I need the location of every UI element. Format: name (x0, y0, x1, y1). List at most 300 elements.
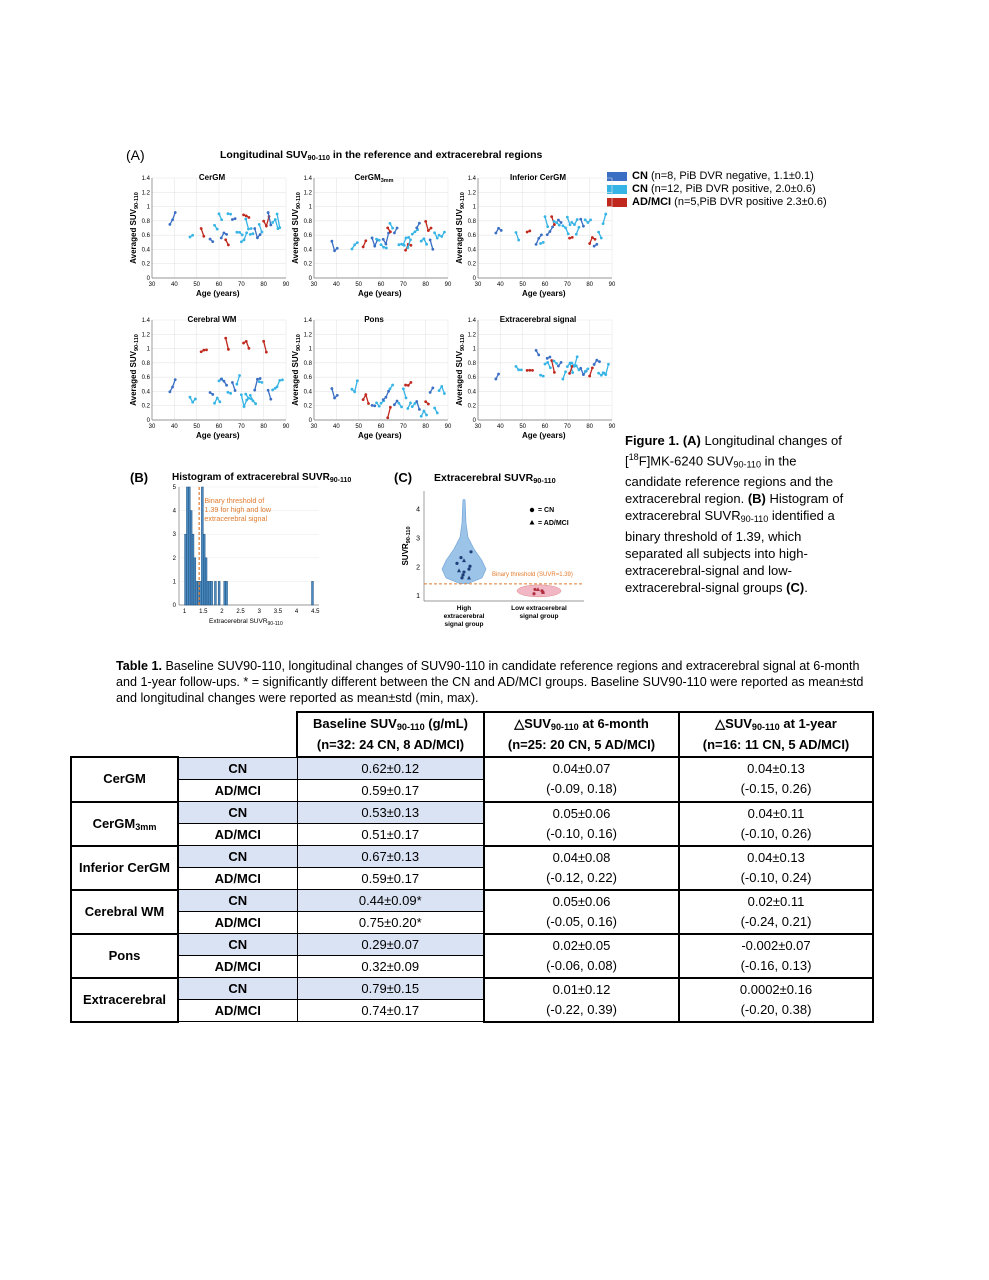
data-point (218, 212, 221, 215)
data-point (353, 390, 356, 393)
data-point (588, 375, 591, 378)
data-point (440, 385, 443, 388)
x-tick-label: 60 (215, 424, 223, 430)
data-point (200, 350, 203, 353)
data-point (494, 232, 497, 235)
group-cn: CN (178, 757, 297, 780)
data-point (586, 221, 589, 224)
data-point (584, 370, 587, 373)
y-tick-label: 0 (308, 418, 312, 424)
data-point (380, 243, 383, 246)
y-axis-label-text: Averaged SUV (129, 208, 138, 264)
data-point (595, 243, 598, 246)
panel-b-label: (B) (130, 470, 149, 485)
group-label-high: signal group (444, 621, 484, 628)
y-tick-label: 1.2 (141, 332, 150, 339)
data-point (262, 220, 265, 223)
data-point (604, 373, 607, 376)
data-point (414, 230, 417, 233)
y-axis-label-text: Averaged SUV (291, 208, 300, 264)
data-point (553, 223, 556, 226)
x-tick-label: 60 (541, 424, 549, 430)
data-point (391, 227, 394, 230)
data-point (586, 368, 589, 371)
data-point (497, 227, 500, 230)
y-tick-label: 0.4 (303, 389, 312, 396)
data-point (364, 393, 367, 396)
data-point (593, 363, 596, 366)
data-point (269, 224, 272, 227)
change-6month: 0.05±0.06 (-0.05, 0.16) (484, 890, 679, 934)
hist-bar (196, 581, 198, 605)
data-point (397, 402, 400, 405)
results-table (70, 711, 874, 1023)
y-tick-label: 0.2 (141, 261, 150, 268)
data-point (607, 363, 610, 366)
plot-title-text: CerGM (198, 173, 226, 182)
threshold-annotation: extracerebral signal (204, 514, 268, 523)
baseline-ad-mci: 0.51±0.17 (297, 824, 484, 846)
data-point (418, 408, 421, 411)
x-tick-label: 1.5 (199, 609, 208, 615)
data-point (235, 231, 238, 234)
group-cn: CN (178, 890, 297, 912)
data-point (191, 401, 194, 404)
y-axis-label-sub: 90-110 (460, 334, 466, 351)
x-tick-label: 2 (220, 609, 224, 615)
data-point (589, 219, 592, 222)
y-tick-label: 0 (146, 418, 150, 424)
group-ad-mci: AD/MCI (178, 824, 297, 846)
cn-point (462, 570, 465, 573)
x-tick-label: 80 (586, 282, 594, 288)
y-tick-label: 3 (416, 535, 420, 543)
plot-title-text: Cerebral WM (187, 315, 237, 324)
data-point (362, 245, 365, 248)
data-point (231, 381, 234, 384)
data-point (494, 378, 497, 381)
data-point (174, 378, 177, 381)
data-point (252, 232, 255, 235)
data-point (405, 396, 408, 399)
data-point (227, 244, 230, 247)
data-point (560, 221, 563, 224)
data-point (526, 369, 529, 372)
legend-entry: CN (n=8, PiB DVR negative, 1.1±0.1) (632, 170, 814, 182)
y-tick-label: 1 (308, 346, 312, 353)
hist-bar (188, 487, 190, 605)
data-point (281, 378, 284, 381)
hist-bar (192, 534, 194, 605)
data-point (549, 230, 552, 233)
data-point (438, 234, 441, 237)
data-point (241, 233, 244, 236)
data-point (402, 243, 405, 246)
cn-point (532, 592, 535, 595)
y-tick-label: 4 (172, 508, 176, 515)
data-point (578, 226, 581, 229)
x-tick-label: 90 (608, 424, 616, 430)
x-tick-label: 30 (474, 424, 482, 430)
y-tick-label: 1.4 (141, 176, 150, 182)
data-point (240, 393, 243, 396)
data-point (515, 365, 518, 368)
data-point (234, 389, 237, 392)
y-axis-label-sub: 90-110 (296, 192, 302, 209)
data-point (389, 388, 392, 391)
table-row (71, 757, 873, 780)
group-cn: CN (178, 846, 297, 868)
data-point (546, 233, 549, 236)
data-point (567, 233, 570, 236)
x-tick-label: 30 (148, 424, 156, 430)
data-point (430, 227, 433, 230)
data-point (557, 365, 560, 368)
legend-ad-label: = AD/MCI (538, 520, 569, 527)
data-point (356, 241, 359, 244)
x-tick-label: 30 (148, 282, 156, 288)
data-point (168, 390, 171, 393)
data-point (537, 353, 540, 356)
data-point (231, 218, 234, 221)
y-axis-label-sub: 90-110 (406, 526, 412, 544)
data-point (438, 389, 441, 392)
data-point (211, 393, 214, 396)
plot-title (354, 173, 393, 184)
data-point (597, 231, 600, 234)
y-tick-label: 0.8 (467, 360, 476, 367)
data-point (537, 237, 540, 240)
region-cell: Pons (71, 934, 178, 978)
data-point (223, 231, 226, 234)
data-point (260, 381, 263, 384)
cn-point (459, 556, 462, 559)
x-tick-label: 60 (377, 282, 385, 288)
change-6month: 0.04±0.07 (-0.09, 0.18) (484, 757, 679, 802)
data-point (407, 236, 410, 239)
data-point (575, 233, 578, 236)
data-point (553, 360, 556, 363)
hist-bar (207, 581, 209, 605)
data-point (213, 224, 216, 227)
y-tick-label: 0.8 (303, 360, 312, 367)
data-point (560, 361, 563, 364)
change-1year: 0.0002±0.16 (-0.20, 0.38) (679, 978, 873, 1022)
data-point (245, 214, 248, 217)
data-point (602, 222, 605, 225)
change-6month: 0.02±0.05 (-0.06, 0.08) (484, 934, 679, 978)
plot-title-text: CerGM (354, 173, 381, 182)
data-point (602, 371, 605, 374)
data-point (382, 398, 385, 401)
data-point (410, 381, 413, 384)
x-tick-label: 90 (282, 424, 290, 430)
data-point (558, 224, 561, 227)
header-baseline: Baseline $SUV_{90-110}$ (g/mL) (n=32: 24 CN, 8 AD/MCI) (297, 712, 484, 757)
data-point (406, 407, 409, 410)
panel-a-title: Longitudinal $SUV_{90-110}$ in the reference and extracerebral regions (220, 149, 543, 162)
data-point (561, 224, 564, 227)
baseline-cn: 0.44±0.09* (297, 890, 484, 912)
data-point (540, 233, 543, 236)
data-point (227, 212, 230, 215)
x-axis-label: Age (years) (358, 289, 402, 298)
table-caption: Table 1. Baseline SUV90-110, longitudinal changes of SUV90-110 in candidate reference regions and extracerebral signal at 6-month and 1-year follow-ups. * = significantly different between the CN and AD/MCI groups. Baseline SUV90-110 were reported as mean±std and longitudinal changes were reported as mean±std (min, max). (116, 659, 864, 705)
data-point (247, 397, 250, 400)
data-point (531, 369, 534, 372)
data-point (240, 240, 243, 243)
hist-bar (200, 581, 202, 605)
data-point (418, 222, 421, 225)
data-point (276, 213, 279, 216)
data-point (604, 213, 607, 216)
data-point (576, 355, 579, 358)
region-cell: Extracerebral (71, 978, 178, 1022)
plot-title (199, 173, 226, 182)
data-point (404, 249, 407, 252)
y-tick-label: 0 (146, 276, 150, 282)
data-point (371, 237, 374, 240)
data-point (557, 219, 560, 222)
data-point (410, 244, 413, 247)
data-point (375, 238, 378, 241)
data-point (245, 340, 248, 343)
data-point (515, 231, 518, 234)
data-point (375, 401, 378, 404)
hist-bar (211, 581, 213, 605)
data-point (591, 236, 594, 239)
data-point (211, 240, 214, 243)
data-point (225, 233, 228, 236)
data-point (584, 218, 587, 221)
data-point (216, 228, 219, 231)
data-point (249, 394, 252, 397)
data-point (396, 227, 399, 230)
trajectory-line (226, 338, 229, 349)
data-point (371, 404, 374, 407)
y-tick-label: 0.4 (467, 247, 476, 254)
data-point (258, 380, 261, 383)
cn-point (469, 550, 472, 553)
data-point (420, 240, 423, 243)
x-tick-label: 40 (496, 424, 504, 430)
data-point (409, 402, 412, 405)
data-point (520, 369, 523, 372)
data-point (235, 383, 238, 386)
data-point (443, 392, 446, 395)
y-tick-label: 0.2 (467, 403, 476, 410)
x-tick-label: 3 (257, 609, 261, 615)
plot-title (510, 173, 566, 182)
hist-bar (203, 534, 205, 605)
data-point (278, 379, 281, 382)
group-ad-mci: AD/MCI (178, 1000, 297, 1022)
data-point (406, 246, 409, 249)
x-tick-label: 50 (355, 282, 363, 288)
data-point (539, 242, 542, 245)
data-point (564, 226, 567, 229)
x-tick-label: 2.5 (236, 609, 245, 615)
data-point (429, 238, 432, 241)
y-tick-label: 3 (172, 532, 176, 539)
y-tick-label: 2 (172, 555, 176, 562)
data-point (433, 231, 436, 234)
data-point (436, 411, 439, 414)
y-tick-label: 1.4 (141, 318, 150, 324)
x-tick-label: 50 (355, 424, 363, 430)
data-point (561, 378, 564, 381)
baseline-cn: 0.53±0.13 (297, 802, 484, 824)
y-tick-label: 0.8 (303, 218, 312, 225)
data-point (568, 237, 571, 240)
scatter-plot-5 (455, 312, 622, 442)
data-point (389, 230, 392, 233)
panel-c-label: (C) (394, 470, 413, 485)
data-point (407, 384, 410, 387)
data-point (553, 371, 556, 374)
data-point (254, 402, 257, 405)
group-label-low: Low extracerebral (511, 605, 567, 612)
scatter-plot-4 (291, 312, 458, 442)
threshold-annotation: Binary threshold of (204, 496, 265, 505)
y-tick-label: 1.4 (467, 318, 476, 324)
data-point (256, 236, 259, 239)
y-axis-label (129, 334, 140, 406)
data-point (250, 227, 253, 230)
data-point (425, 414, 428, 417)
y-tick-label: 0.8 (467, 218, 476, 225)
hist-bar (190, 511, 192, 605)
data-point (234, 217, 237, 220)
data-point (220, 218, 223, 221)
data-point (378, 239, 381, 242)
x-tick-label: 1 (182, 609, 187, 615)
data-point (336, 247, 339, 250)
x-tick-label: 30 (310, 424, 318, 430)
data-point (205, 348, 208, 351)
cn-point (461, 573, 464, 576)
data-point (564, 370, 567, 373)
data-point (546, 361, 549, 364)
data-point (373, 245, 376, 248)
x-tick-label: 40 (332, 282, 340, 288)
histogram-chart (165, 483, 325, 628)
hist-bar (201, 487, 203, 605)
data-point (189, 396, 192, 399)
data-point (351, 248, 354, 251)
data-point (431, 387, 434, 390)
y-tick-label: 0.2 (303, 403, 312, 410)
data-point (238, 231, 241, 234)
hist-bar (218, 581, 220, 605)
x-axis-label-sub: 90-110 (267, 621, 283, 627)
x-tick-label: 80 (422, 282, 430, 288)
data-point (276, 385, 279, 388)
x-tick-label: 4.5 (311, 609, 320, 615)
x-tick-label: 80 (586, 424, 594, 430)
hist-bar (185, 534, 187, 605)
region-cell: Cerebral WM (71, 890, 178, 934)
x-axis-label: Age (years) (196, 289, 240, 298)
data-point (422, 237, 425, 240)
data-point (253, 389, 256, 392)
data-point (171, 386, 174, 389)
data-point (588, 242, 591, 245)
data-point (411, 405, 414, 408)
data-point (389, 406, 392, 409)
data-point (202, 235, 205, 238)
y-tick-label: 1 (146, 346, 150, 353)
y-tick-label: 0.6 (467, 375, 476, 382)
data-point (385, 396, 388, 399)
data-point (382, 238, 385, 241)
data-point (249, 233, 252, 236)
data-point (433, 407, 436, 410)
trajectory-line (430, 240, 433, 249)
panel-b-title: Histogram of extracerebral $SUVR_{90-110}$ (172, 472, 352, 484)
x-axis-label (209, 618, 283, 627)
data-point (542, 241, 545, 244)
data-point (247, 228, 250, 231)
change-1year: 0.02±0.11 (-0.24, 0.21) (679, 890, 873, 934)
scatter-plot-1 (291, 170, 458, 300)
table-header-row (71, 712, 873, 757)
data-point (573, 223, 576, 226)
y-tick-label: 1.2 (303, 332, 312, 339)
cn-point (460, 576, 463, 579)
data-point (238, 374, 241, 377)
plot-title (188, 315, 237, 324)
header-6month: $\triangle SUV_{90-110}$ at 6-month (n=25: 20 CN, 5 AD/MCI) (484, 712, 679, 757)
y-tick-label: 1.4 (303, 176, 312, 182)
x-tick-label: 70 (237, 282, 245, 288)
y-tick-label: 0.4 (141, 389, 150, 396)
table-row (71, 802, 873, 824)
hist-bar (312, 581, 314, 605)
baseline-ad-mci: 0.59±0.17 (297, 868, 484, 890)
data-point (260, 231, 263, 234)
data-point (200, 227, 203, 230)
data-point (391, 384, 394, 387)
data-point (336, 394, 339, 397)
data-point (544, 215, 547, 218)
data-point (265, 351, 268, 354)
trajectory-line (545, 217, 548, 227)
hist-bar (209, 581, 211, 605)
data-point (380, 402, 383, 405)
y-tick-label: 0 (172, 603, 176, 609)
y-tick-label: 0.4 (303, 247, 312, 254)
data-point (362, 398, 365, 401)
y-tick-label: 1.4 (303, 318, 312, 324)
x-tick-label: 3.5 (273, 609, 283, 615)
data-point (411, 233, 414, 236)
data-point (593, 245, 596, 248)
group-ad-mci: AD/MCI (178, 912, 297, 934)
data-point (579, 367, 582, 370)
x-tick-label: 30 (474, 282, 482, 288)
y-axis-label-sub: 90-110 (296, 334, 302, 351)
scatter-plot-0 (129, 170, 296, 300)
baseline-ad-mci: 0.75±0.20* (297, 912, 484, 934)
data-point (397, 243, 400, 246)
data-point (542, 375, 545, 378)
data-point (422, 410, 425, 413)
data-point (544, 363, 547, 366)
data-point (600, 237, 603, 240)
y-tick-label: 2 (416, 564, 420, 572)
cn-point (467, 568, 470, 571)
